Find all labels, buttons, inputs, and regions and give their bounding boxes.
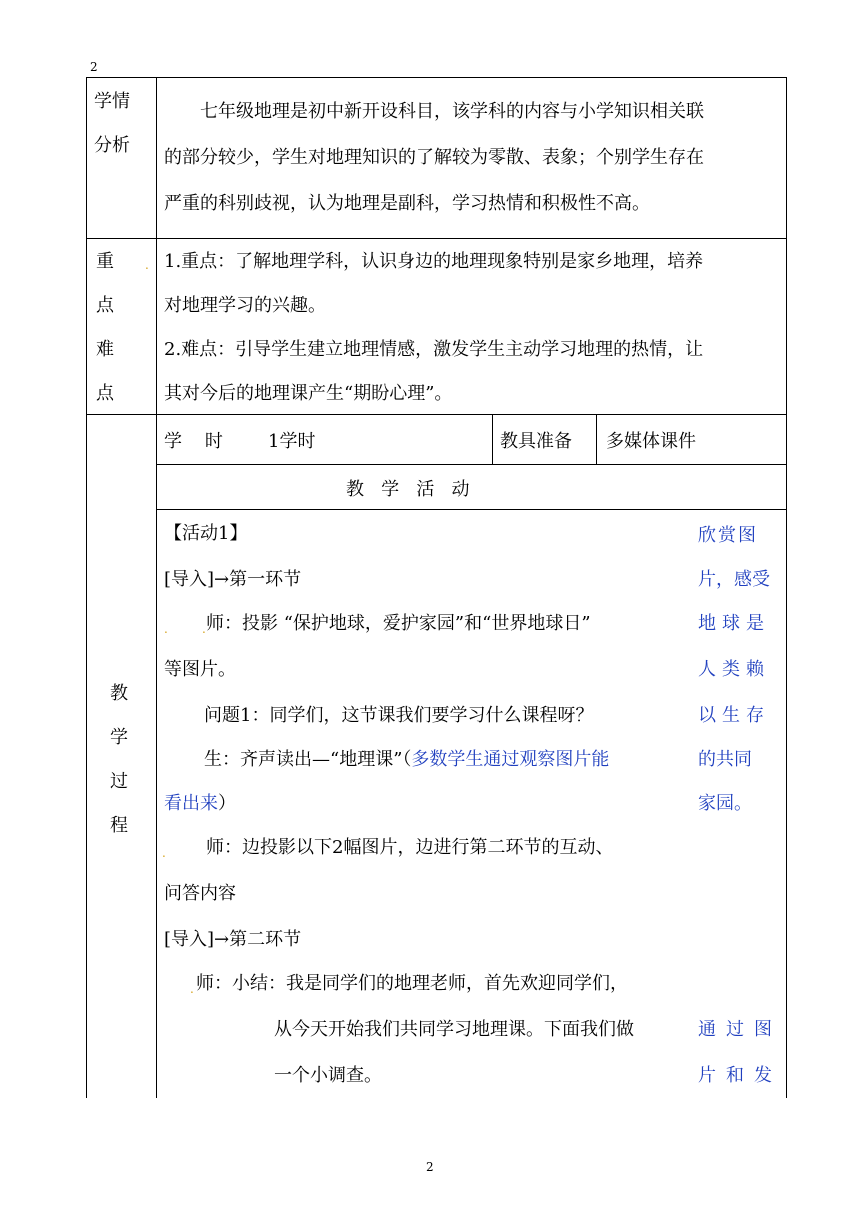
hours-label: 学 时 [164,431,223,452]
side-note-line: 的共同 [698,749,752,770]
side-note-line: 片，感受 [698,569,770,590]
keypoints-label-char: 难 [96,339,114,360]
intro-step-1: [导入]→第一环节 [164,569,302,590]
format-mark: . [162,846,166,860]
keypoints-text-line: 2.难点：引导学生建立地理情感，激发学生主动学习地理的热情，让 [164,339,704,360]
keypoints-label-char: 重 [96,251,114,272]
teacher-line: 师：边投影以下2幅图片，边进行第二环节的互动、 [206,837,614,858]
side-note-line: 地球是 [698,613,770,634]
teacher-line: 师：投影 “保护地球，爱护家园”和“世界地球日” [206,613,591,634]
teacher-line: 师：小结：我是同学们的地理老师，首先欢迎同学们， [196,973,628,994]
process-label-char: 程 [110,815,128,836]
side-note-line: 人类赖 [698,659,770,680]
teacher-line: 从今天开始我们共同学习地理课。下面我们做 [274,1019,634,1040]
student-text: 生：齐声读出—“地理课”（ [204,749,412,770]
keypoints-label-char: 点 [96,295,114,316]
situation-label-line2: 分析 [94,135,130,156]
format-mark: . [145,258,149,272]
side-note-line: 家园。 [698,793,752,814]
tools-label: 教具准备 [500,431,572,452]
format-mark: . [164,622,168,636]
teacher-line: 等图片。 [164,659,236,680]
situation-label-line1: 学情 [94,91,130,112]
side-note-line: 片和发 [698,1065,782,1086]
activities-header: 教 学 活 动 [346,479,470,500]
side-note-line: 欣赏图 [698,525,758,546]
situation-text-line: 的部分较少，学生对地理知识的了解较为零散、表象；个别学生存在 [164,147,704,168]
question-line: 问题1：同学们，这节课我们要学习什么课程呀？ [204,705,594,726]
student-note-blue: 多数学生通过观察图片能 [411,749,610,770]
keypoints-text-line: 对地理学习的兴趣。 [164,295,326,316]
keypoints-text-line: 1.重点：了解地理学科，认识身边的地理现象特别是家乡地理，培养 [164,251,704,272]
keypoints-label-char: 点 [96,383,114,404]
teacher-line: 一个小调查。 [274,1065,382,1086]
header-page-number: 2 [90,60,98,74]
teacher-line: 问答内容 [164,883,236,904]
activity-title: 【活动1】 [164,523,248,544]
side-note-line: 以生存 [698,705,770,726]
tools-value: 多媒体课件 [606,431,696,452]
keypoints-text-line: 其对今后的地理课产生“期盼心理”。 [164,383,453,404]
process-label-char: 过 [110,771,128,792]
footer-page-number: 2 [426,1160,434,1174]
process-label-char: 教 [110,683,128,704]
situation-text-line: 严重的科别歧视，认为地理是副科，学习热情和积极性不高。 [164,193,650,214]
situation-text-line: 七年级地理是初中新开设科目，该学科的内容与小学知识相关联 [200,101,704,122]
side-note-line: 通过图 [698,1019,782,1040]
format-mark: . [190,982,194,996]
hours-value: 1学时 [268,431,316,452]
student-text: ） [218,793,236,814]
student-line [164,792,236,816]
intro-step-2: [导入]→第二环节 [164,929,302,950]
student-line [204,748,609,772]
student-note-blue: 看出来 [164,793,218,814]
process-label-char: 学 [110,727,128,748]
format-mark: . [202,622,206,636]
